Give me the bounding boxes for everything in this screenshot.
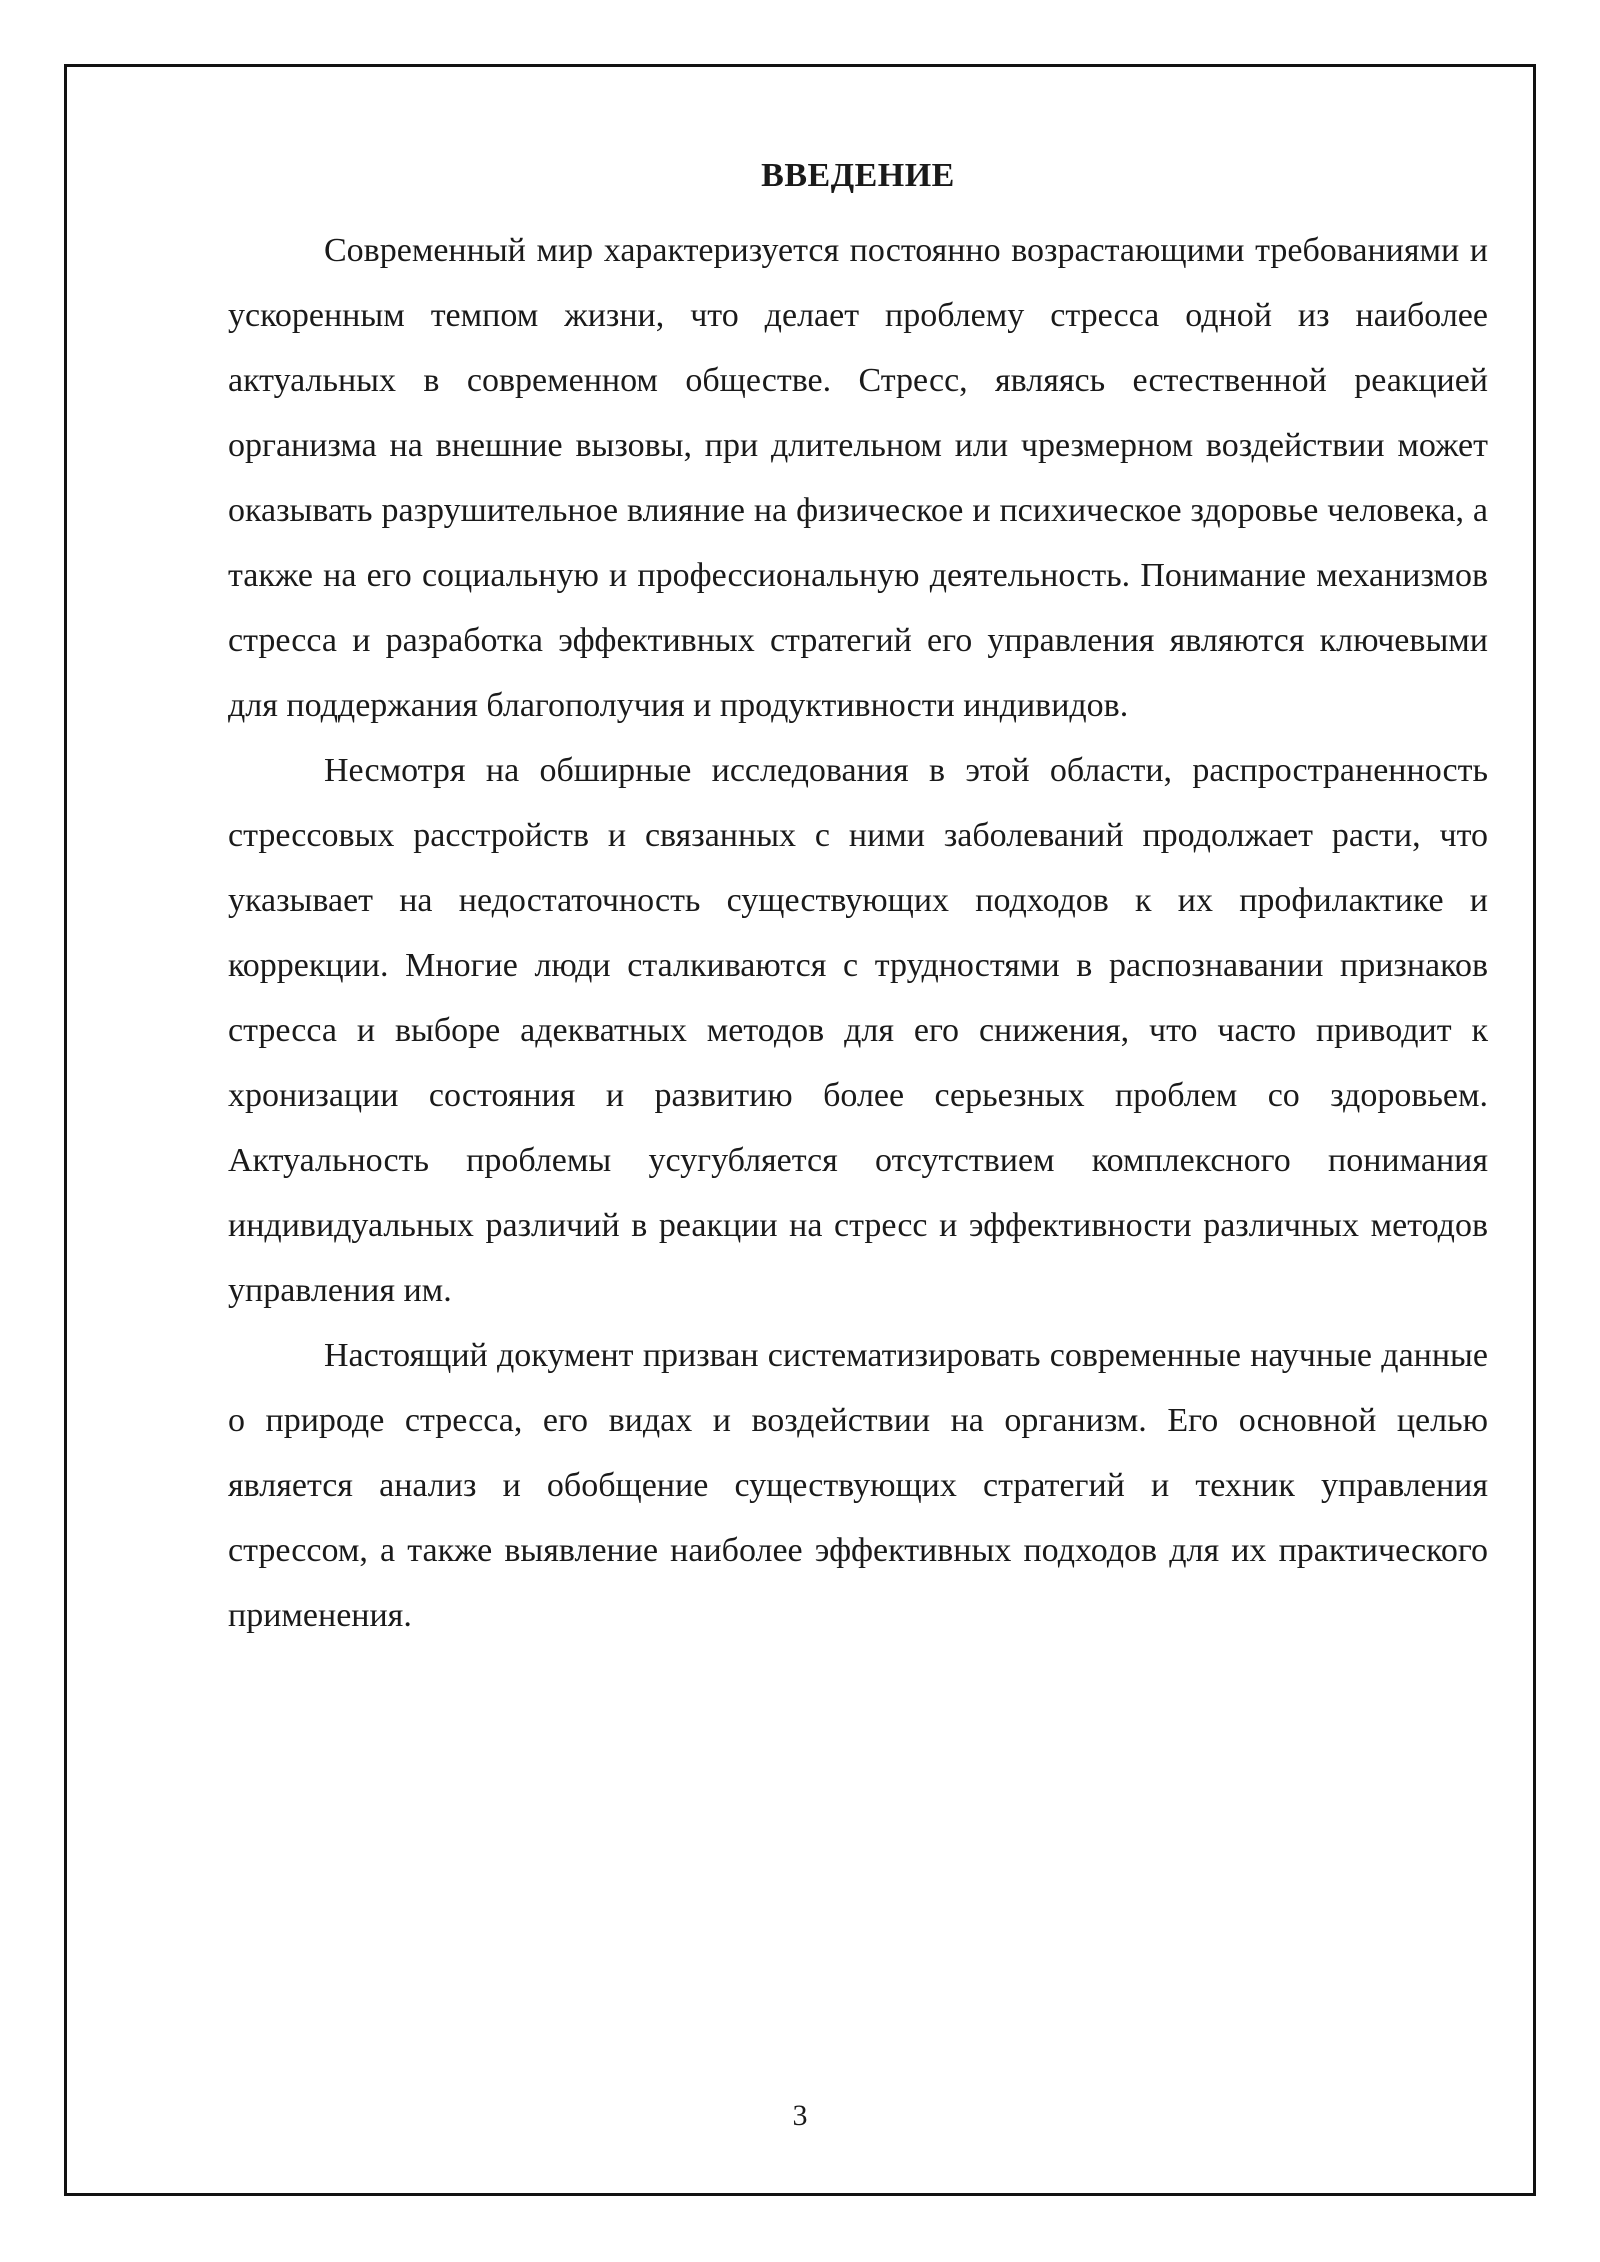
paragraph: Несмотря на обширные исследования в этой области, распространенность стрессовых расстройств и связанных с ними заболеваний продолжает расти, что указывает на недостаточность существующих подходов к их профилактике и коррекции. Многие люди сталкиваются с трудностями в распознавании признаков стресса и выборе адекватных методов для его снижения, что часто приводит к хронизации состояния и развитию более серьезных проблем со здоровьем. Актуальность проблемы усугубляется отсутствием комплексного понимания индивидуальных различий в реакции на стресс и эффективности различных методов управления им. <box>228 752 1488 1309</box>
page-content <box>228 148 1488 1648</box>
page-number: 3 <box>792 2099 808 2132</box>
paragraph: Современный мир характеризуется постоянно возрастающими требованиями и ускоренным темпом жизни, что делает проблему стресса одной из наиболее актуальных в современном обществе. Стресс, являясь естественной реакцией организма на внешние вызовы, при длительном или чрезмерном воздействии может оказывать разрушительное влияние на физическое и психическое здоровье человека, а также на его социальную и профессиональную деятельность. Понимание механизмов стресса и разработка эффективных стратегий его управления являются ключевыми для поддержания благополучия и продуктивности индивидов. <box>228 232 1488 724</box>
section-heading: ВВЕДЕНИЕ <box>761 157 955 194</box>
paragraph: Настоящий документ призван систематизировать современные научные данные о природе стресса, его видах и воздействии на организм. Его основной целью является анализ и обобщение существующих стратегий и техник управления стрессом, а также выявление наиболее эффективных подходов для их практического применения. <box>228 1337 1488 1634</box>
